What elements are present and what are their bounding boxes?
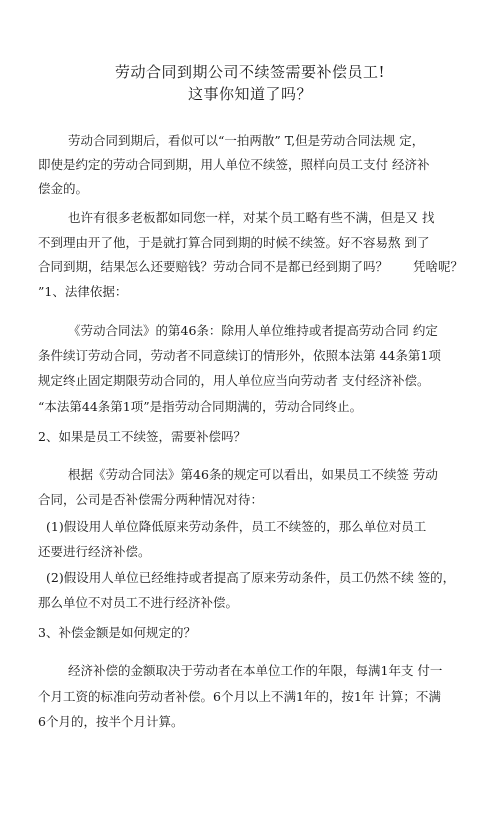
document-title-line-1: 劳动合同到期公司不续签需要补偿员工!	[114, 63, 386, 81]
text-line: 规定终止固定期限劳动合同的，用人单位应当向劳动者 支付经济补偿。	[38, 373, 430, 388]
text-line: (1)假设用人单位降低原来劳动条件，员工不续签的，那么单位对员工	[46, 519, 427, 534]
text-line: (2)假设用人单位已经维持或者提高了原来劳动条件，员工仍然不续 签的，	[46, 570, 456, 585]
text-line: 个月工资的标准向劳动者补偿。6个月以上不满1年的，按1年 计算；不满	[38, 689, 441, 704]
text-line: 合同到期，结果怎么还要赔钱？劳动合同不是都已经到期了吗？ 凭啥呢？	[38, 259, 464, 274]
section-heading: 3、补偿金额是如何规定的？	[38, 625, 196, 640]
text-line: ”1、法律依据：	[38, 284, 128, 299]
text-line: 即使是约定的劳动合同到期，用人单位不续签，照样向员工支付 经济补	[38, 157, 430, 172]
text-line: 也许有很多老板都如同您一样，对某个员工略有些不满，但是又 找	[68, 210, 435, 225]
text-line: 条件续订劳动合同，劳动者不同意续订的情形外，依照本法第 44条第1项	[38, 348, 441, 363]
section-heading: 2、如果是员工不续签，需要补偿吗？	[38, 429, 246, 444]
document-title-line-2: 这事你知道了吗？	[187, 85, 312, 103]
text-line: 劳动合同到期后，看似可以“一拍两散” T,但是劳动合同法规 定，	[68, 133, 425, 148]
text-line: 那么单位不对员工不进行经济补偿。	[38, 595, 239, 610]
text-line: 偿金的。	[38, 181, 89, 196]
text-line: 合同，公司是否补偿需分两种情况对待：	[38, 492, 264, 507]
text-line: 6个月的，按半个月计算。	[38, 714, 184, 729]
text-line: 不到理由开了他，于是就打算合同到期的时候不续签。好不容易熬 到了	[38, 235, 430, 250]
text-line: 根据《劳动合同法》第46条的规定可以看出，如果员工不续签 劳动	[68, 467, 438, 482]
text-line: “本法第44条第1项”是指劳动合同期满的，劳动合同终止。	[38, 399, 363, 414]
text-line: 经济补偿的金额取决于劳动者在本单位工作的年限，每满1年支 付一	[68, 663, 443, 678]
text-line: 还要进行经济补偿。	[38, 544, 151, 559]
text-line: 《劳动合同法》的第46条：除用人单位维持或者提高劳动合同 约定	[68, 323, 438, 338]
